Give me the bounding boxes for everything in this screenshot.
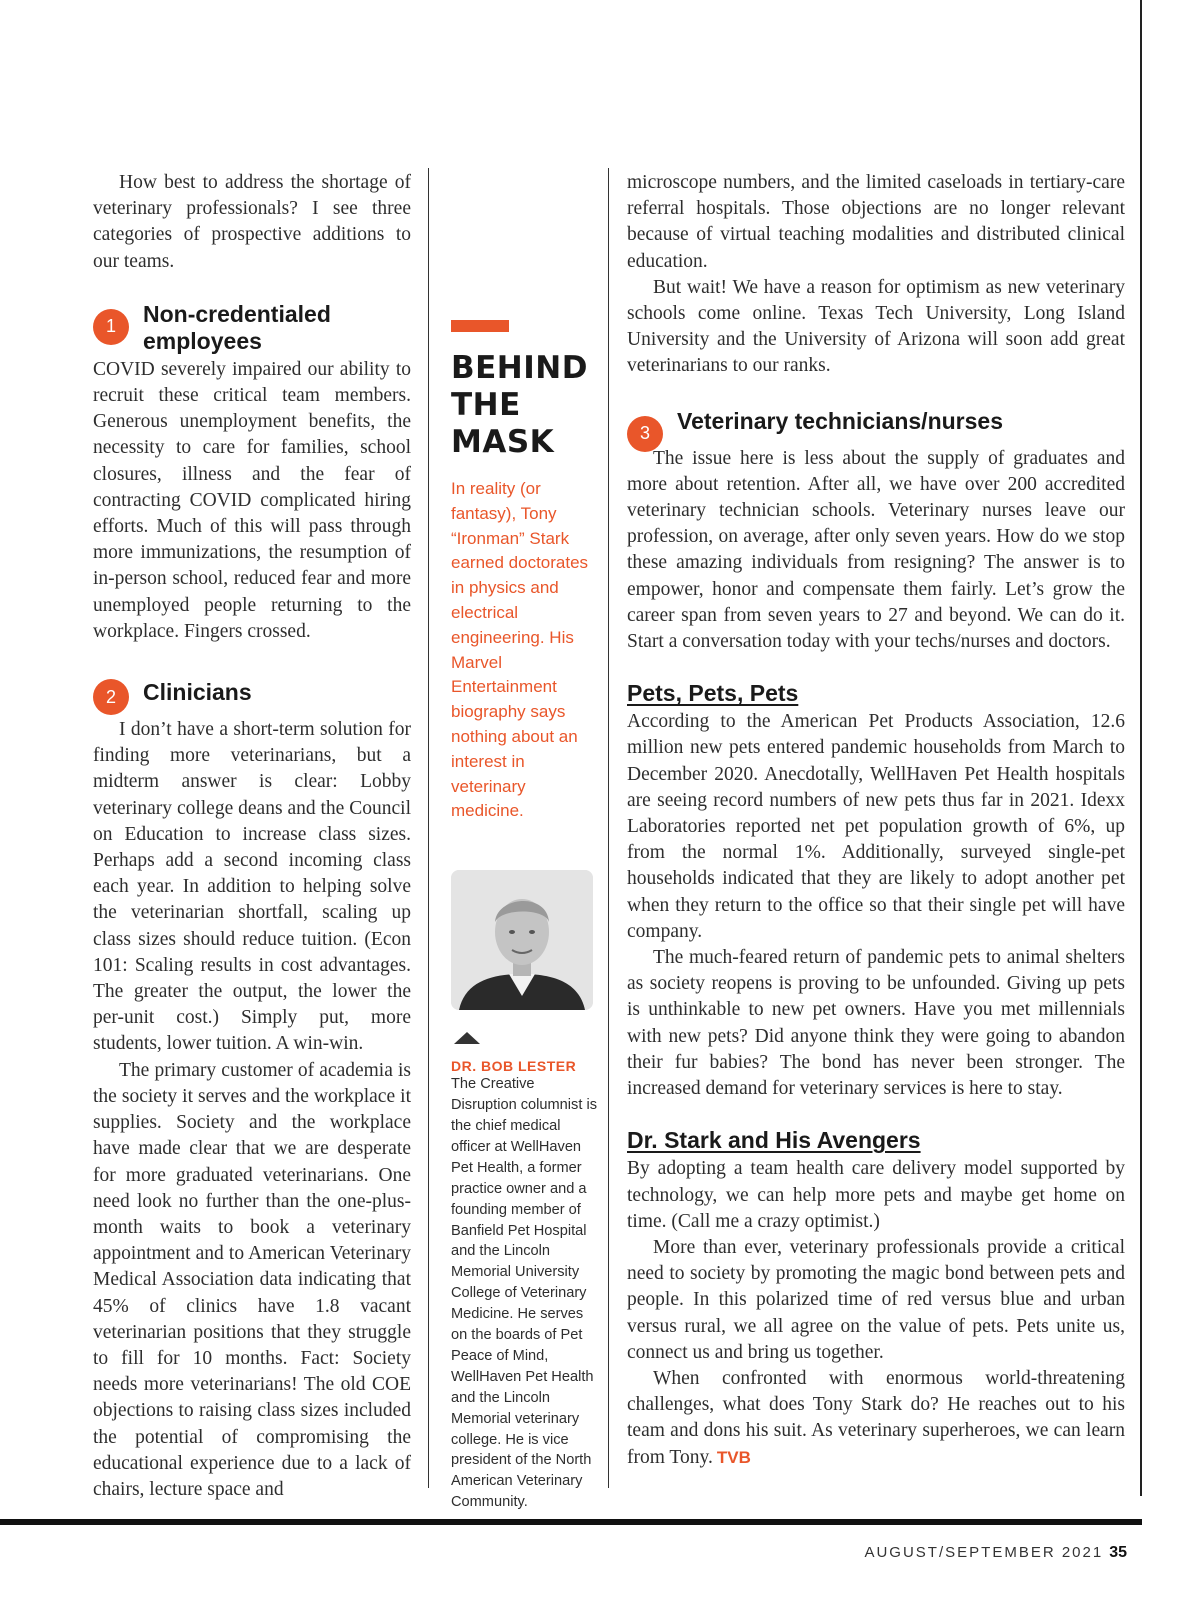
- section-2-title: Clinicians: [143, 679, 252, 706]
- section-number-badge: 2: [93, 679, 129, 715]
- bottom-rule: [0, 1519, 1142, 1525]
- accent-bar: [451, 320, 509, 332]
- pets-section-title: Pets, Pets, Pets: [627, 680, 799, 707]
- column-divider-left: [428, 168, 429, 1488]
- caption-triangle-icon: [454, 1032, 480, 1044]
- sidebar-title: BEHIND THE MASK: [451, 350, 588, 460]
- intro-paragraph: How best to address the shortage of veterinary professionals? I see three categories of prospective additions to our teams.: [93, 172, 411, 272]
- page-number: 35: [1109, 1544, 1127, 1561]
- section-1-heading: [93, 301, 411, 355]
- author-bio: The Creative Disruption columnist is the chief medical officer at WellHaven Pet Health, a former practice owner and a founding member of Banfield Pet Hospital and the Lincoln Memorial University College of Veterinary Medicine. He serves on the boards of Pet Peace of Mind, WellHaven Pet Health and the Lincoln Memorial veterinary college. He is vice president of the North American Veterinary Community.: [451, 1076, 597, 1511]
- avengers-paragraph-3: [627, 1366, 1125, 1471]
- section-3-title: Veterinary technicians/nurses: [677, 407, 1003, 434]
- section-number-badge: 3: [627, 416, 663, 452]
- section-1-title: Non-credentialed employees: [143, 300, 331, 354]
- avengers-paragraph-1: By adopting a team health care delivery model supported by technology, we can help more pets and maybe get home on time. (Call me a crazy optimist.): [627, 1158, 1125, 1232]
- author-photo: [451, 870, 593, 1010]
- behind-the-mask-sidebar: [451, 320, 597, 1513]
- section-number-badge: 1: [93, 309, 129, 345]
- author-name: DR. BOB LESTER: [451, 1058, 577, 1075]
- left-column: [93, 170, 411, 1503]
- page-edge-rule: [1140, 0, 1142, 1496]
- section-2-paragraph-1: I don’t have a short-term solution for finding more veterinarians, but a midterm answer is clear: Lobby veterinary college deans and the Council on Education to increase class sizes. Perhaps add a second incoming class each year. In addition to helping solve the veterinarian shortfall, scaling up class sizes should reduce tuition. (Econ 101: Scaling results in cost advantages. The greater the output, the lower the per-unit cost.) Simply put, more students, lower tuition. A win-win.: [93, 719, 411, 1055]
- right-column: [627, 170, 1125, 1471]
- author-portrait-icon: [451, 870, 593, 1010]
- closing-text: When confronted with enormous world-threatening challenges, what does Tony Stark do? He reaches out to his team and dons his suit. As veterinary superheroes, we can learn from Tony.: [627, 1367, 1125, 1468]
- continued-paragraph: microscope numbers, and the limited caseloads in tertiary-care referral hospitals. Those objections are no longer relevant because of virtual teaching modalities and distributed clinical education.: [627, 172, 1125, 272]
- section-3-paragraph: The issue here is less about the supply of graduates and more about retention. After all, we have over 200 accredited veterinary technician schools. Veterinary nurses leave our profession, on average, after only seven years. How do we stop these amazing individuals from resigning? The answer is to empower, honor and compensate them fairly. Let’s grow the career span from seven years to 27 and beyond. We can do it. Start a conversation today with your techs/nurses and doctors.: [627, 447, 1125, 653]
- avengers-section-title: Dr. Stark and His Avengers: [627, 1127, 921, 1154]
- optimism-paragraph: But wait! We have a reason for optimism as new veterinary schools come online. Texas Tech University, Long Island University and the University of Arizona will soon add great veterinarians to our ranks.: [627, 276, 1125, 377]
- column-divider-right: [608, 168, 609, 1488]
- section-2-heading: [93, 671, 411, 715]
- issue-date: AUGUST/SEPTEMBER 2021: [864, 1544, 1104, 1561]
- pets-paragraph-1: According to the American Pet Products Association, 12.6 million new pets entered pandemic households from March to December 2020. Anecdotally, WellHaven Pet Health hospitals are seeing record numbers of new pets thus far in 2021. Idexx Laboratories reported net pet population growth of 6%, up from the normal 1%. Additionally, surveyed single-pet households indicated that they are likely to adopt another pet when they return to the office so that their single pet will have company.: [627, 711, 1125, 942]
- section-2-paragraph-2: The primary customer of academia is the society it serves and the workplace it supplies. Society and the workplace have made clear that we are desperate for more graduated veterinarians. One need look no further than the one-plus-month waits to book a veterinary appointment and to American Veterinary Medical Association data indicating that 45% of clinics have 1.8 vacant veterinarian positions that they struggle to fill for 10 months. Fact: Society needs more veterinarians! The old COE objections to raising class sizes included the potential of compromising the educational experience due to a lack of chairs, lecture space and: [93, 1059, 411, 1500]
- pets-paragraph-2: The much-feared return of pandemic pets to animal shelters as society reopens is proving to be unfounded. Giving up pets is unthinkable to new pet owners. Have you met millennials with new pets? Did anyone think they were going to abandon their fur babies? The bond has never been stronger. The increased demand for veterinary services is here to stay.: [627, 947, 1125, 1100]
- avengers-paragraph-2: More than ever, veterinary professionals provide a critical need to society by promoting the magic bond between pets and people. In this polarized time of red versus blue and urban versus rural, we all agree on the value of pets. Pets unite us, connect us and bring us together.: [627, 1236, 1125, 1363]
- sidebar-quote: In reality (or fantasy), Tony “Ironman” Stark earned doctorates in physics and electrical engineering. His Marvel Entertainment biography says nothing about an interest in veterinary medicine.: [451, 479, 589, 821]
- section-1-paragraph: COVID severely impaired our ability to recruit these critical team members. Generous unemployment benefits, the necessity to care for families, school closures, illness and the fear of contracting COVID complicated hiring efforts. Much of this will pass through more immunizations, the resumption of in-person school, reduced fear and more unemployed people returning to the workplace. Fingers crossed.: [93, 358, 411, 642]
- tvb-end-mark: TVB: [716, 1447, 751, 1467]
- page-footer: [864, 1544, 1127, 1562]
